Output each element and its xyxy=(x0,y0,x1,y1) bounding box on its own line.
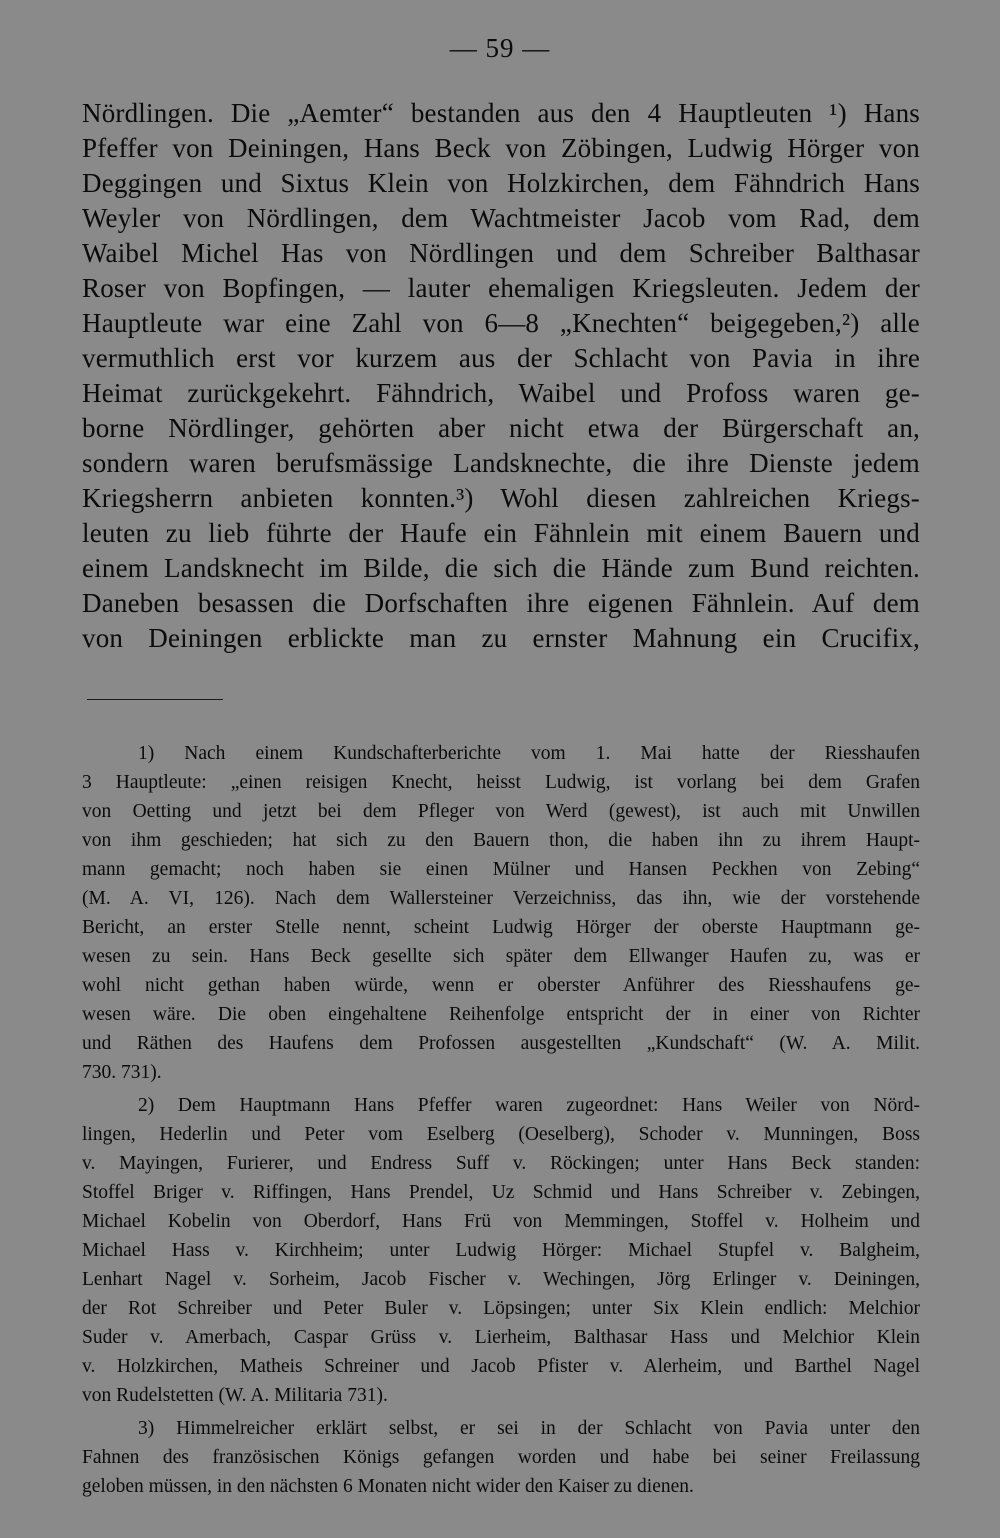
footnote-line: wesen zu sein. Hans Beck gesellte sich später dem Ellwanger Haufen zu, was er xyxy=(82,946,920,967)
footnote-line: Lenhart Nagel v. Sorheim, Jacob Fischer v. Wechingen, Jörg Erlinger v. Deiningen, xyxy=(82,1269,920,1290)
footnote-line: Stoffel Briger v. Riffingen, Hans Prendel, Uz Schmid und Hans Schreiber v. Zebingen, xyxy=(82,1182,920,1203)
body-text-line: Daneben besassen die Dorfschaften ihre eigenen Fähnlein. Auf dem xyxy=(82,588,920,618)
body-text-line: Pfeffer von Deiningen, Hans Beck von Zöbingen, Ludwig Hörger von xyxy=(82,133,920,163)
body-text-line: sondern waren berufsmässige Landsknechte, die ihre Dienste jedem xyxy=(82,448,920,478)
footnote-line: Michael Hass v. Kirchheim; unter Ludwig Hörger: Michael Stupfel v. Balgheim, xyxy=(82,1240,920,1261)
page-number: — 59 — xyxy=(449,33,551,63)
body-text-line: borne Nördlinger, gehörten aber nicht etwa der Bürgerschaft an, xyxy=(82,413,920,443)
body-text-line: vermuthlich erst vor kurzem aus der Schlacht von Pavia in ihre xyxy=(82,343,920,373)
footnote-line: lingen, Hederlin und Peter vom Eselberg (Oeselberg), Schoder v. Munningen, Boss xyxy=(82,1124,920,1145)
body-text-line: Weyler von Nördlingen, dem Wachtmeister Jacob vom Rad, dem xyxy=(82,203,920,233)
footnote-line: mann gemacht; noch haben sie einen Mülner und Hansen Peckhen von Zebing“ xyxy=(82,859,920,880)
footnote-line: wesen wäre. Die oben eingehaltene Reihenfolge entspricht der in einer von Richter xyxy=(82,1004,920,1025)
footnote-line: Bericht, an erster Stelle nennt, scheint Ludwig Hörger der oberste Hauptmann ge- xyxy=(82,917,920,938)
footnote-divider xyxy=(87,699,223,700)
footnote-line: v. Holzkirchen, Matheis Schreiner und Jacob Pfister v. Alerheim, und Barthel Nagel xyxy=(82,1356,920,1377)
footnote-line: von Rudelstetten (W. A. Militaria 731). xyxy=(82,1385,388,1406)
footnote-line: v. Mayingen, Furierer, und Endress Suff v. Röckingen; unter Hans Beck standen: xyxy=(82,1153,920,1174)
body-text-line: Waibel Michel Has von Nördlingen und dem Schreiber Balthasar xyxy=(82,238,920,268)
footnote-line: 730. 731). xyxy=(82,1062,162,1083)
footnote-line: 1) Nach einem Kundschafterberichte vom 1. Mai hatte der Riesshaufen xyxy=(138,743,920,764)
footnote-line: von Oetting und jetzt bei dem Pfleger von Werd (gewest), ist auch mit Unwillen xyxy=(82,801,920,822)
footnote-line: 2) Dem Hauptmann Hans Pfeffer waren zugeordnet: Hans Weiler von Nörd- xyxy=(138,1095,920,1116)
body-text-line: Hauptleute war eine Zahl von 6—8 „Knechten“ beigegeben,²) alle xyxy=(82,308,920,338)
footnote-line: Michael Kobelin von Oberdorf, Hans Frü von Memmingen, Stoffel v. Holheim und xyxy=(82,1211,920,1232)
footnote-line: und Räthen des Haufens dem Profossen ausgestellten „Kundschaft“ (W. A. Milit. xyxy=(82,1033,920,1054)
body-text-line: von Deiningen erblickte man zu ernster Mahnung ein Crucifix, xyxy=(82,623,920,653)
footnote-line: 3 Hauptleute: „einen reisigen Knecht, heisst Ludwig, ist vorlang bei dem Grafen xyxy=(82,772,920,793)
body-text-line: leuten zu lieb führte der Haufe ein Fähnlein mit einem Bauern und xyxy=(82,518,920,548)
body-text-line: Heimat zurückgekehrt. Fähndrich, Waibel und Profoss waren ge- xyxy=(82,378,920,408)
body-text-line: einem Landsknecht im Bilde, die sich die Hände zum Bund reichten. xyxy=(82,553,920,583)
body-text-line: Roser von Bopfingen, — lauter ehemaligen Kriegsleuten. Jedem der xyxy=(82,273,920,303)
footnote-line: 3) Himmelreicher erklärt selbst, er sei in der Schlacht von Pavia unter den xyxy=(138,1418,920,1439)
footnote-line: Suder v. Amerbach, Caspar Grüss v. Lierheim, Balthasar Hass und Melchior Klein xyxy=(82,1327,920,1348)
footnote-line: wohl nicht gethan haben würde, wenn er oberster Anführer des Riesshaufens ge- xyxy=(82,975,920,996)
body-text-line: Nördlingen. Die „Aemter“ bestanden aus den 4 Hauptleuten ¹) Hans xyxy=(82,98,920,128)
footnote-line: Fahnen des französischen Königs gefangen worden und habe bei seiner Freilassung xyxy=(82,1447,920,1468)
body-text-line: Deggingen und Sixtus Klein von Holzkirchen, dem Fähndrich Hans xyxy=(82,168,920,198)
footnote-line: von ihm geschieden; hat sich zu den Bauern thon, die haben ihn zu ihrem Haupt- xyxy=(82,830,920,851)
footnote-line: der Rot Schreiber und Peter Buler v. Löpsingen; unter Six Klein endlich: Melchior xyxy=(82,1298,920,1319)
footnote-line: (M. A. VI, 126). Nach dem Wallersteiner Verzeichniss, das ihn, wie der vorstehende xyxy=(82,888,920,909)
body-text-line: Kriegsherrn anbieten konnten.³) Wohl diesen zahlreichen Kriegs- xyxy=(82,483,920,513)
footnote-line: geloben müssen, in den nächsten 6 Monaten nicht wider den Kaiser zu dienen. xyxy=(82,1476,694,1497)
